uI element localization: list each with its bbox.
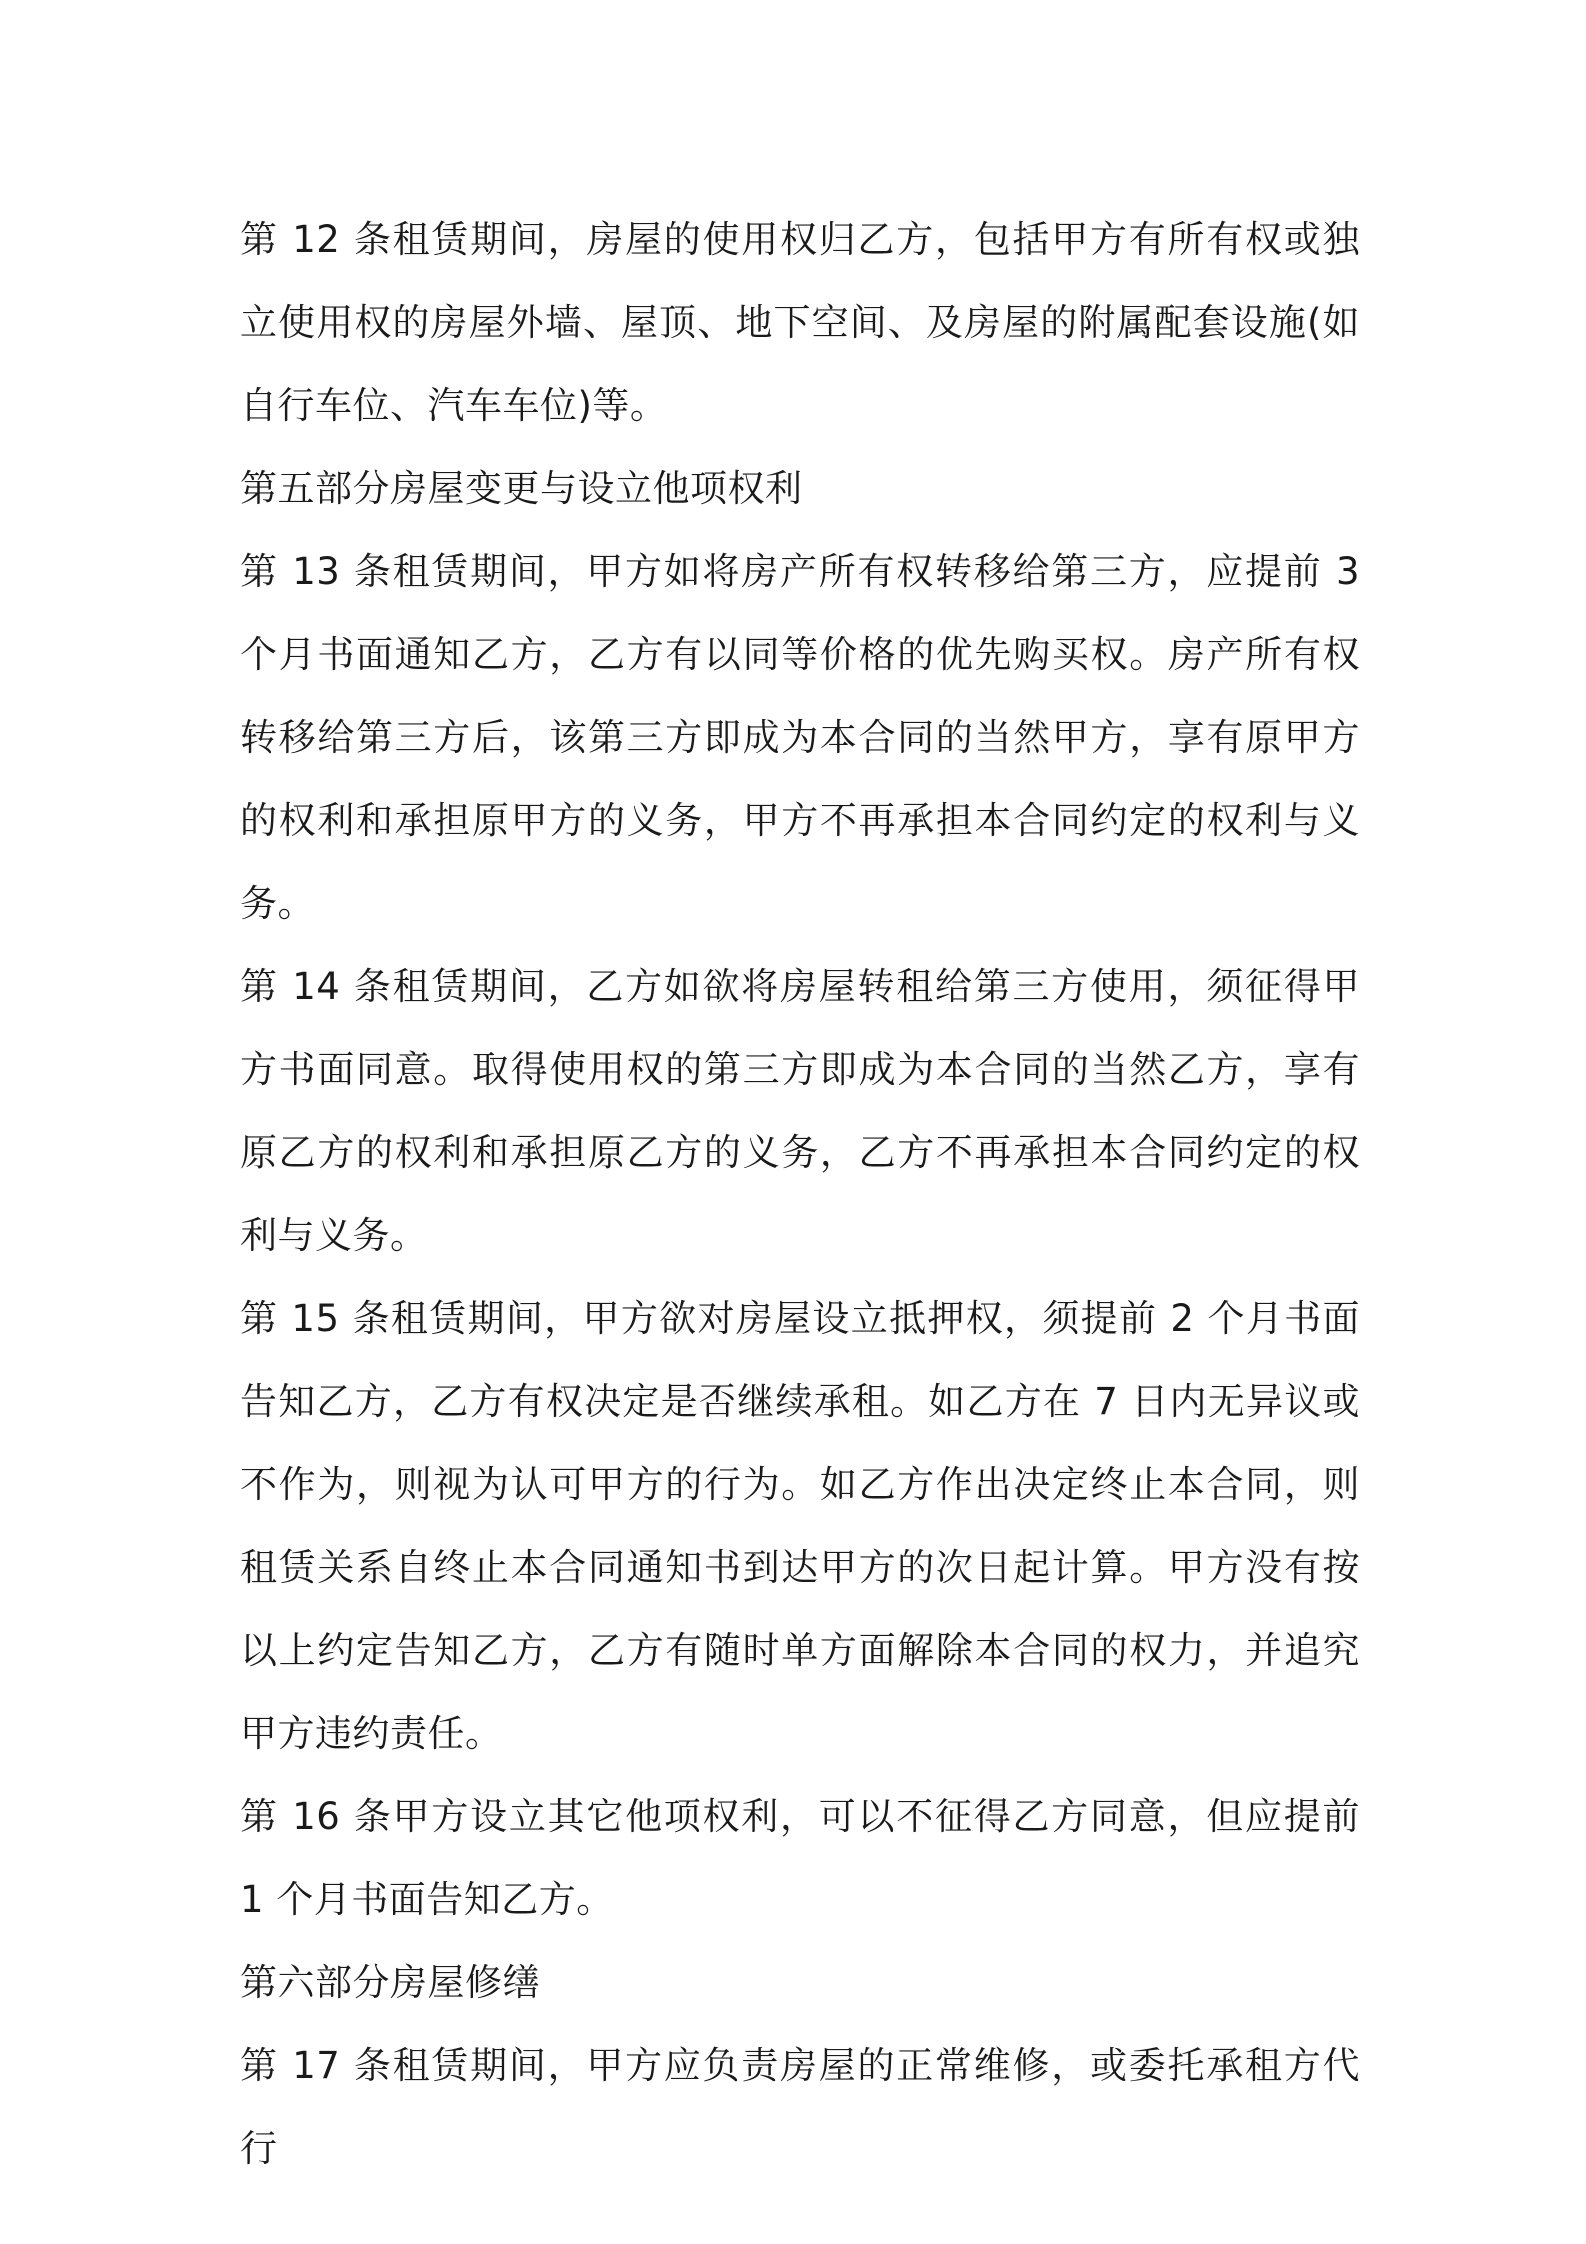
clause-17: 第 17 条租赁期间，甲方应负责房屋的正常维修，或委托承租方代行	[240, 2044, 1360, 2170]
document-body	[240, 198, 1360, 2190]
clause-12: 第 12 条租赁期间，房屋的使用权归乙方，包括甲方有所有权或独立使用权的房屋外墙、屋顶、地下空间、及房屋的附属配套设施(如自行车位、汽车车位)等。	[240, 218, 1360, 427]
clause-13: 第 13 条租赁期间，甲方如将房产所有权转移给第三方，应提前 3 个月书面通知乙方，乙方有以同等价格的优先购买权。房产所有权转移给第三方后，该第三方即成为本合同的当然甲方，享有原甲方的权利和承担原甲方的义务，甲方不再承担本合同约定的权利与义务。	[240, 550, 1360, 925]
clause-16: 第 16 条甲方设立其它他项权利，可以不征得乙方同意，但应提前 1 个月书面告知乙方。	[240, 1795, 1360, 1921]
section-heading-part-5: 第五部分房屋变更与设立他项权利	[240, 467, 803, 510]
section-heading-part-6: 第六部分房屋修缮	[240, 1961, 540, 2004]
clause-15: 第 15 条租赁期间，甲方欲对房屋设立抵押权，须提前 2 个月书面告知乙方，乙方有权决定是否继续承租。如乙方在 7 日内无异议或不作为，则视为认可甲方的行为。如乙方作出决定终止本合同，则租赁关系自终止本合同通知书到达甲方的次日起计算。甲方没有按以上约定告知乙方，乙方有随时单方面解除本合同的权力，并追究甲方违约责任。	[240, 1297, 1360, 1755]
clause-14: 第 14 条租赁期间，乙方如欲将房屋转租给第三方使用，须征得甲方书面同意。取得使用权的第三方即成为本合同的当然乙方，享有原乙方的权利和承担原乙方的义务，乙方不再承担本合同约定的权利与义务。	[240, 965, 1360, 1257]
